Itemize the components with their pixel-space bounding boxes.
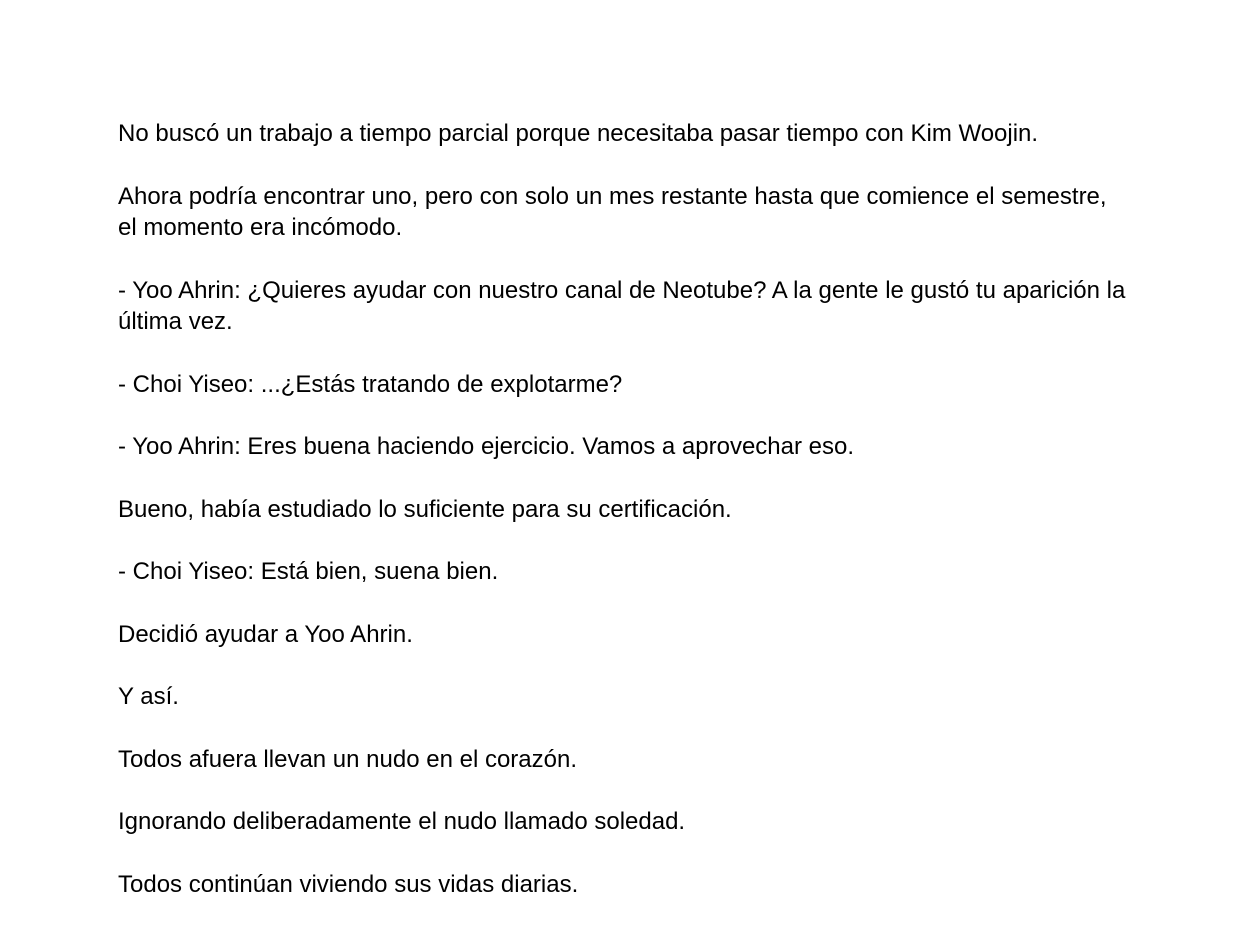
- paragraph-4: - Choi Yiseo: ...¿Estás tratando de explotarme?: [118, 370, 623, 398]
- paragraph-3: - Yoo Ahrin: ¿Quieres ayudar con nuestro canal de Neotube? A la gente le gustó tu aparición la última vez.: [118, 276, 1126, 335]
- paragraph-2: Ahora podría encontrar uno, pero con solo un mes restante hasta que comience el semestre, el momento era incómodo.: [118, 182, 1107, 241]
- document-body: [118, 118, 1128, 931]
- paragraph-8: Decidió ayudar a Yoo Ahrin.: [118, 620, 413, 648]
- paragraph-6: Bueno, había estudiado lo suficiente para su certificación.: [118, 495, 732, 523]
- paragraph-11: Ignorando deliberadamente el nudo llamado soledad.: [118, 808, 686, 835]
- paragraph-9: Y así.: [118, 683, 179, 710]
- paragraph-7: - Choi Yiseo: Está bien, suena bien.: [118, 558, 499, 585]
- paragraph-5: - Yoo Ahrin: Eres buena haciendo ejercicio. Vamos a aprovechar eso.: [118, 433, 855, 460]
- paragraph-12: Todos continúan viviendo sus vidas diarias.: [118, 870, 579, 898]
- paragraph-10: Todos afuera llevan un nudo en el corazón.: [118, 745, 577, 773]
- paragraph-1: No buscó un trabajo a tiempo parcial porque necesitaba pasar tiempo con Kim Woojin.: [118, 120, 1039, 147]
